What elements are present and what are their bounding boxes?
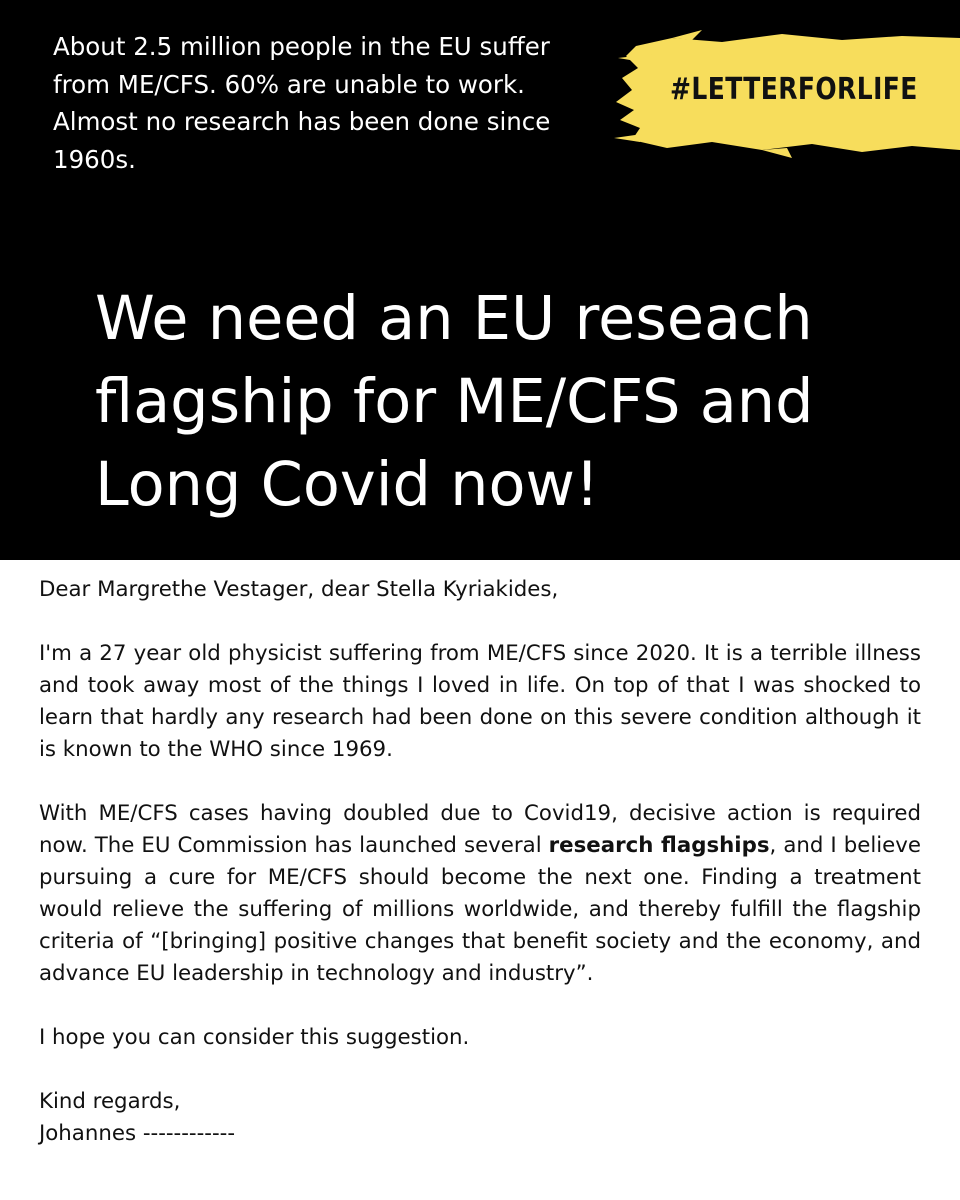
hashtag-banner [612, 24, 960, 164]
letter-paragraph-1: I'm a 27 year old physicist suffering from ME/CFS since 2020. It is a terrible illness and took away most of the things I loved in life. On top of that I was shocked to learn that hardly any research had been done on this severe condition although it is known to the WHO since 1969. [39, 641, 921, 762]
research-flagships-emphasis: research flagships [548, 833, 770, 858]
letter-body [39, 574, 921, 1150]
salutation: Dear Margrethe Vestager, dear Stella Kyriakides, [39, 577, 559, 602]
closing: Kind regards, [39, 1089, 181, 1114]
hashtag-text: #LETTERFORLIFE [670, 72, 918, 107]
statistic-text: About 2.5 million people in the EU suffer from ME/CFS. 60% are unable to work. Almost no research has been done since 1960s. [53, 32, 551, 174]
letter-paragraph-2 [39, 798, 921, 990]
headline: We need an EU reseach flagship for ME/CFS and Long Covid now! [95, 284, 814, 520]
letter-paragraph-3: I hope you can consider this suggestion. [39, 1025, 470, 1050]
header-banner [0, 0, 960, 560]
paragraph-2-rest: , and I believe pursuing a cure for ME/CFS should become the next one. Finding a treatment would relieve the suffering of millions worldwide, and thereby fulfill the flagship criteria of “[bringing] positive changes that benefit society and the economy, and advance EU leadership in technology and industry”. [39, 833, 921, 986]
paragraph-2-intro: With ME/CFS cases having doubled due to Covid19, decisive action is required now. The EU Commission has launched several [39, 801, 921, 858]
signature: Johannes ------------ [39, 1121, 236, 1146]
